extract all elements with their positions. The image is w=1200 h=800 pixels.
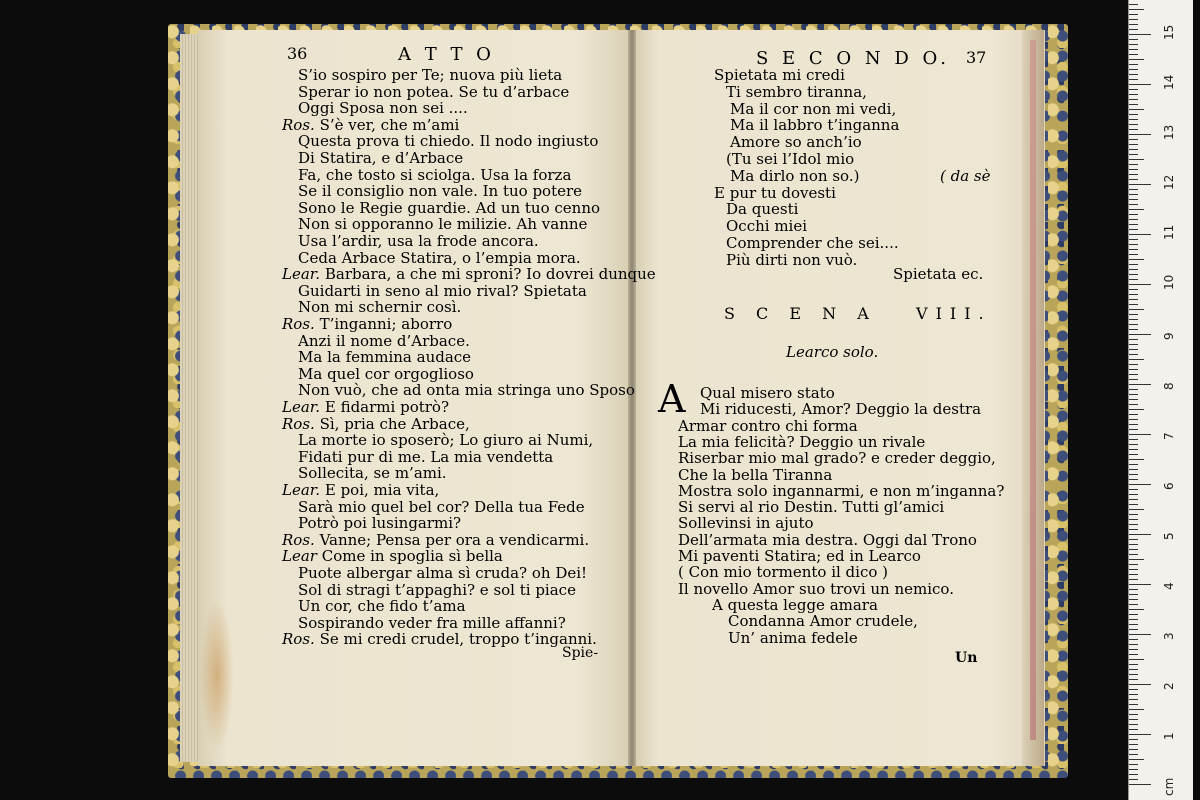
ruler-number: 6 <box>1162 482 1176 490</box>
verse-text: Barbara, a che mi sproni? Io dovrei dunque <box>324 265 656 284</box>
ruler-tick <box>1129 634 1151 635</box>
ruler-tick <box>1129 724 1138 725</box>
aria-line: Ti sembro tiranna, <box>726 82 867 101</box>
speaker-label: Ros. <box>282 414 315 433</box>
ruler-tick <box>1129 464 1138 465</box>
red-edge-tint <box>1030 40 1036 740</box>
ruler-tick <box>1129 694 1138 695</box>
left-text-line <box>298 465 447 481</box>
ruler-tick <box>1129 629 1138 630</box>
ruler-tick <box>1129 329 1138 330</box>
verse-text: Di Statira, e d’Arbace <box>298 149 464 167</box>
verse-text: Oggi Sposa non sei .... <box>298 99 468 118</box>
scene-subtitle: Learco solo. <box>786 343 879 361</box>
ruler-tick <box>1129 484 1151 485</box>
left-text-line <box>282 266 656 282</box>
monologue-line: ( Con mio tormento il dico ) <box>678 563 889 582</box>
ruler-tick <box>1129 199 1138 200</box>
ruler-tick <box>1129 234 1151 235</box>
ruler-unit: cm <box>1162 777 1176 796</box>
ruler-tick <box>1129 734 1151 735</box>
left-text-line <box>298 366 474 382</box>
ruler-tick <box>1129 659 1144 660</box>
ruler-number: 2 <box>1162 682 1176 690</box>
aria-line: Ma il labbro t’inganna <box>730 116 900 135</box>
ruler-tick <box>1129 74 1138 75</box>
left-text-line <box>282 416 470 432</box>
ruler-tick <box>1129 494 1138 495</box>
ruler-tick <box>1129 299 1138 300</box>
ruler-tick <box>1129 319 1138 320</box>
verse-text: T’inganni; aborro <box>319 315 453 333</box>
left-text-line <box>298 233 539 249</box>
ruler-tick <box>1129 114 1138 115</box>
ruler-tick <box>1129 79 1138 80</box>
ruler-tick <box>1129 49 1138 50</box>
ruler-tick <box>1129 439 1138 440</box>
ruler-tick <box>1129 764 1138 765</box>
ruler-tick <box>1129 384 1151 385</box>
ruler-tick <box>1129 404 1138 405</box>
verse-text: Sol di stragi t’appaghi? e sol ti piace <box>298 580 576 599</box>
ruler-number: 15 <box>1162 24 1176 40</box>
ruler-number: 1 <box>1162 732 1176 740</box>
verse-text: Sì, pria che Arbace, <box>319 414 470 433</box>
ruler-number: 7 <box>1162 432 1176 440</box>
ruler-tick <box>1129 9 1144 10</box>
ruler-tick <box>1129 619 1138 620</box>
ruler-tick <box>1129 524 1138 525</box>
ruler-tick <box>1129 454 1138 455</box>
verse-text: Vanne; Pensa per ora a vendicarmi. <box>319 530 590 549</box>
verse-text: S’è ver, che m’ami <box>319 115 460 134</box>
ruler-tick <box>1129 109 1144 110</box>
ruler-tick <box>1129 499 1138 500</box>
verse-text: Se il consiglio non vale. In tuo potere <box>298 182 583 201</box>
ruler-tick <box>1129 414 1138 415</box>
ruler-tick <box>1129 304 1138 305</box>
ruler-number: 12 <box>1162 174 1176 190</box>
ruler-tick <box>1129 604 1138 605</box>
monologue-line: Armar contro chi forma <box>678 416 858 435</box>
monologue-line: Un’ anima fedele <box>728 628 858 647</box>
aria-line: Ma dirlo non so.) <box>730 166 860 185</box>
ruler-tick <box>1129 314 1138 315</box>
ruler-number: 11 <box>1162 224 1176 240</box>
left-text-line <box>298 250 581 266</box>
right-catchword: Un <box>955 650 978 666</box>
ruler-tick <box>1129 514 1138 515</box>
aria-line: Occhi miei <box>726 217 808 236</box>
monologue-line: Che la bella Tiranna <box>678 465 833 484</box>
ruler-tick <box>1129 539 1138 540</box>
monologue-line: Sollevinsi in ajuto <box>678 514 814 533</box>
ruler-tick <box>1129 379 1138 380</box>
ruler-tick <box>1129 364 1138 365</box>
ruler-tick <box>1129 434 1151 435</box>
ruler-tick <box>1129 129 1138 130</box>
right-page-heading: S E C O N D O. <box>756 48 950 69</box>
monologue-line: Qual misero stato <box>700 384 835 402</box>
left-text-line <box>298 133 598 149</box>
ruler-tick <box>1129 709 1144 710</box>
ruler-tick <box>1129 489 1138 490</box>
ruler-tick <box>1129 94 1138 95</box>
left-text-line <box>298 67 562 83</box>
drop-capital: A <box>658 377 686 421</box>
ruler-tick <box>1129 664 1138 665</box>
ruler-tick <box>1129 529 1138 530</box>
ruler-tick <box>1129 449 1138 450</box>
left-page-heading: A T T O <box>398 44 495 65</box>
ruler-tick <box>1129 259 1144 260</box>
ruler-tick <box>1129 459 1144 460</box>
ruler-tick <box>1129 169 1138 170</box>
ruler-number: 13 <box>1162 124 1176 140</box>
ruler-tick <box>1129 704 1138 705</box>
left-text-line <box>282 532 589 548</box>
ruler-tick <box>1129 24 1138 25</box>
ruler-tick <box>1129 714 1138 715</box>
ruler-tick <box>1129 334 1151 335</box>
monologue-line: Condanna Amor crudele, <box>728 612 918 631</box>
ruler-tick <box>1129 354 1138 355</box>
left-text-line <box>298 349 471 365</box>
speaker-label: Ros. <box>282 115 315 134</box>
left-text-line <box>282 482 439 498</box>
left-text-line <box>298 565 587 581</box>
aria-line: Comprender che sei.... <box>726 234 899 252</box>
left-text-line <box>298 200 600 216</box>
ruler-tick <box>1129 54 1138 55</box>
left-text-line <box>298 499 585 515</box>
ruler-tick <box>1129 284 1151 285</box>
ruler-tick <box>1129 124 1138 125</box>
ruler-tick <box>1129 609 1144 610</box>
ruler-tick <box>1129 654 1138 655</box>
left-text-line <box>282 548 503 564</box>
verse-text: Fa, che tosto si sciolga. Usa la forza <box>298 165 572 184</box>
speaker-label: Lear <box>282 547 317 566</box>
ruler-tick <box>1129 209 1144 210</box>
ruler-tick <box>1129 274 1138 275</box>
ruler-tick <box>1129 264 1138 265</box>
ruler-tick <box>1129 474 1138 475</box>
ruler-tick <box>1129 344 1138 345</box>
ruler-tick <box>1129 754 1138 755</box>
verse-text: Puote albergar alma sì cruda? oh Dei! <box>298 564 588 582</box>
speaker-label: Lear. <box>282 398 321 416</box>
ruler-tick <box>1129 184 1151 185</box>
ruler-tick <box>1129 214 1138 215</box>
verse-text: Non si opporanno le milizie. Ah vanne <box>298 215 588 234</box>
ruler-number: 8 <box>1162 382 1176 390</box>
verse-text: Sollecita, se m’ami. <box>298 464 447 483</box>
ruler-tick <box>1129 69 1138 70</box>
ruler-tick <box>1129 504 1138 505</box>
verse-text: Sperar io non potea. Se tu d’arbace <box>298 82 570 101</box>
left-text-line <box>298 100 468 116</box>
verse-text: E poi, mia vita, <box>324 481 440 499</box>
ruler-tick <box>1129 394 1138 395</box>
ruler-tick <box>1129 674 1138 675</box>
ruler-tick <box>1129 624 1138 625</box>
ruler-tick <box>1129 89 1138 90</box>
monologue-line: Dell’armata mia destra. Oggi dal Trono <box>678 530 977 549</box>
ruler-tick <box>1129 224 1138 225</box>
left-text-line <box>298 382 635 398</box>
left-text-line <box>298 84 569 100</box>
ruler-tick <box>1129 279 1138 280</box>
monologue-line: Mostra solo ingannarmi, e non m’inganna? <box>678 481 1005 500</box>
ruler-tick <box>1129 19 1138 20</box>
left-text-line <box>298 299 461 315</box>
ruler-tick <box>1129 339 1138 340</box>
ruler-tick <box>1129 719 1138 720</box>
ruler-tick <box>1129 424 1138 425</box>
left-text-line <box>298 582 576 598</box>
ruler-tick <box>1129 134 1151 135</box>
ruler-tick <box>1129 469 1138 470</box>
monologue-line: Mi paventi Statira; ed in Learco <box>678 547 921 565</box>
left-text-line <box>298 283 587 299</box>
speaker-label: Ros. <box>282 630 315 649</box>
ruler-tick <box>1129 699 1138 700</box>
left-text-line <box>298 167 571 183</box>
left-text-line <box>282 631 597 647</box>
ruler-tick <box>1129 769 1138 770</box>
ruler-tick <box>1129 34 1151 35</box>
aria-line: Ma il cor non mi vedi, <box>730 99 897 118</box>
right-page-number: 37 <box>966 48 987 67</box>
ruler-tick <box>1129 759 1144 760</box>
aria-refrain: Spietata ec. <box>893 265 984 283</box>
speaker-label: Ros. <box>282 530 315 549</box>
ruler-tick <box>1129 309 1144 310</box>
monologue-line: La mia felicità? Deggio un rivale <box>678 432 926 451</box>
ruler-tick <box>1129 429 1138 430</box>
scene-title: S C E N A VIII. <box>724 304 992 323</box>
verse-text: Sarà mio quel bel cor? Della tua Fede <box>298 497 585 516</box>
ruler-tick <box>1129 689 1138 690</box>
ruler-tick <box>1129 359 1144 360</box>
ruler-tick <box>1129 149 1138 150</box>
verse-text: Se mi credi crudel, troppo t’inganni. <box>319 630 597 649</box>
ruler-tick <box>1129 509 1144 510</box>
ruler-tick <box>1129 294 1138 295</box>
verse-text: Ma quel cor orgoglioso <box>298 364 474 383</box>
ruler-tick <box>1129 164 1138 165</box>
ruler-tick <box>1129 784 1151 785</box>
ruler-tick <box>1129 59 1144 60</box>
ruler-tick <box>1129 4 1138 5</box>
ruler-number: 3 <box>1162 632 1176 640</box>
monologue-line: Il novello Amor suo trovi un nemico. <box>678 579 954 598</box>
ruler-tick <box>1129 244 1138 245</box>
ruler-tick <box>1129 84 1151 85</box>
monologue-line: A questa legge amara <box>712 595 878 614</box>
left-text-line <box>298 515 461 531</box>
ruler-tick <box>1129 269 1138 270</box>
speaker-label: Lear. <box>282 265 321 284</box>
ruler-tick <box>1129 779 1138 780</box>
verse-text: Sono le Regie guardie. Ad un tuo cenno <box>298 198 601 217</box>
monologue-line: Mi riducesti, Amor? Deggio la destra <box>700 400 982 419</box>
ruler-number: 4 <box>1162 582 1176 590</box>
ruler-tick <box>1129 554 1138 555</box>
ruler-tick <box>1129 614 1138 615</box>
monologue-line: Riserbar mio mal grado? e creder deggio, <box>678 449 996 468</box>
measuring-ruler <box>1128 0 1193 800</box>
verse-text: Guidarti in seno al mio rival? Spietata <box>298 281 587 300</box>
ruler-tick <box>1129 249 1138 250</box>
page-edges <box>180 34 200 762</box>
ruler-tick <box>1129 159 1144 160</box>
left-text-line <box>282 399 449 415</box>
ruler-tick <box>1129 144 1138 145</box>
ruler-tick <box>1129 639 1138 640</box>
ruler-tick <box>1129 14 1138 15</box>
ruler-tick <box>1129 324 1138 325</box>
left-page-number: 36 <box>287 44 308 63</box>
ruler-tick <box>1129 254 1138 255</box>
ruler-tick <box>1129 419 1138 420</box>
ruler-tick <box>1129 119 1138 120</box>
verse-text: Non mi schernir così. <box>298 298 462 317</box>
ruler-tick <box>1129 594 1138 595</box>
ruler-tick <box>1129 739 1138 740</box>
ruler-tick <box>1129 669 1138 670</box>
page-stain <box>200 600 234 750</box>
ruler-tick <box>1129 569 1138 570</box>
ruler-tick <box>1129 409 1144 410</box>
ruler-tick <box>1129 204 1138 205</box>
verse-text: Come in spoglia sì bella <box>321 547 503 566</box>
aria-line: Spietata mi credi <box>714 66 845 84</box>
ruler-tick <box>1129 774 1138 775</box>
ruler-tick <box>1129 649 1138 650</box>
ruler-tick <box>1129 534 1151 535</box>
ruler-tick <box>1129 729 1138 730</box>
ruler-tick <box>1129 369 1138 370</box>
verse-text: Fidati pur di me. La mia vendetta <box>298 447 554 466</box>
ruler-tick <box>1129 389 1138 390</box>
verse-text: Questa prova ti chiedo. Il nodo ingiusto <box>298 132 599 151</box>
verse-text: E fidarmi potrò? <box>324 398 449 416</box>
ruler-tick <box>1129 349 1138 350</box>
ruler-number: 5 <box>1162 532 1176 540</box>
left-text-line <box>298 150 463 166</box>
ruler-tick <box>1129 289 1138 290</box>
left-catchword: Spie- <box>562 645 599 661</box>
ruler-tick <box>1129 189 1138 190</box>
ruler-tick <box>1129 519 1138 520</box>
ruler-tick <box>1129 219 1138 220</box>
aria-line: E pur tu dovesti <box>714 183 836 202</box>
ruler-tick <box>1129 139 1138 140</box>
left-text-line <box>298 449 553 465</box>
ruler-tick <box>1129 479 1138 480</box>
ruler-tick <box>1129 194 1138 195</box>
left-text-line <box>298 183 582 199</box>
ruler-tick <box>1129 444 1138 445</box>
ruler-tick <box>1129 229 1138 230</box>
ruler-number: 9 <box>1162 332 1176 340</box>
aside-direction: ( da sè <box>940 167 991 185</box>
speaker-label: Lear. <box>282 481 321 499</box>
ruler-tick <box>1129 584 1151 585</box>
ruler-tick <box>1129 744 1138 745</box>
verse-text: Usa l’ardir, usa la frode ancora. <box>298 232 539 250</box>
ruler-tick <box>1129 399 1138 400</box>
verse-text: Anzi il nome d’Arbace. <box>298 331 470 350</box>
verse-text: La morte io sposerò; Lo giuro ai Numi, <box>298 431 594 450</box>
ruler-tick <box>1129 99 1138 100</box>
ruler-tick <box>1129 154 1138 155</box>
ruler-tick <box>1129 684 1151 685</box>
ruler-tick <box>1129 589 1138 590</box>
verse-text: Ma la femmina audace <box>298 348 472 367</box>
verse-text: Un cor, che fido t’ama <box>298 597 466 616</box>
ruler-tick <box>1129 579 1138 580</box>
left-text-line <box>298 333 470 349</box>
ruler-tick <box>1129 104 1138 105</box>
aria-line: (Tu sei l’Idol mio <box>726 150 855 168</box>
left-text-line <box>282 316 452 332</box>
ruler-tick <box>1129 564 1138 565</box>
ruler-tick <box>1129 644 1138 645</box>
aria-line: Da questi <box>726 200 799 219</box>
ruler-tick <box>1129 679 1138 680</box>
speaker-label: Ros. <box>282 315 315 333</box>
ruler-tick <box>1129 179 1138 180</box>
ruler-tick <box>1129 39 1138 40</box>
monologue-line: Si servi al rio Destin. Tutti gl’amici <box>678 498 945 517</box>
ruler-tick <box>1129 544 1138 545</box>
verse-text: Ceda Arbace Statira, o l’empia mora. <box>298 248 581 267</box>
ruler-tick <box>1129 174 1138 175</box>
ruler-tick <box>1129 559 1144 560</box>
ruler-number: 14 <box>1162 74 1176 90</box>
ruler-tick <box>1129 239 1138 240</box>
verse-text: Sospirando veder fra mille affanni? <box>298 613 566 632</box>
verse-text: S’io sospiro per Te; nuova più lieta <box>298 66 563 84</box>
left-text-line <box>298 432 593 448</box>
ruler-tick <box>1129 374 1138 375</box>
verse-text: Non vuò, che ad onta mia stringa uno Sposo <box>298 381 635 400</box>
left-text-line <box>282 117 459 133</box>
ruler-tick <box>1129 549 1138 550</box>
ruler-tick <box>1129 599 1138 600</box>
ruler-tick <box>1129 64 1138 65</box>
ruler-number: 10 <box>1162 274 1176 290</box>
verse-text: Potrò poi lusingarmi? <box>298 514 462 533</box>
ruler-tick <box>1129 44 1138 45</box>
aria-line: Più dirti non vuò. <box>726 250 858 269</box>
left-text-line <box>298 598 466 614</box>
aria-line: Amore so anch’io <box>730 133 862 152</box>
left-text-line <box>298 216 587 232</box>
left-text-line <box>298 615 566 631</box>
ruler-tick <box>1129 574 1138 575</box>
ruler-tick <box>1129 749 1138 750</box>
ruler-tick <box>1129 29 1138 30</box>
